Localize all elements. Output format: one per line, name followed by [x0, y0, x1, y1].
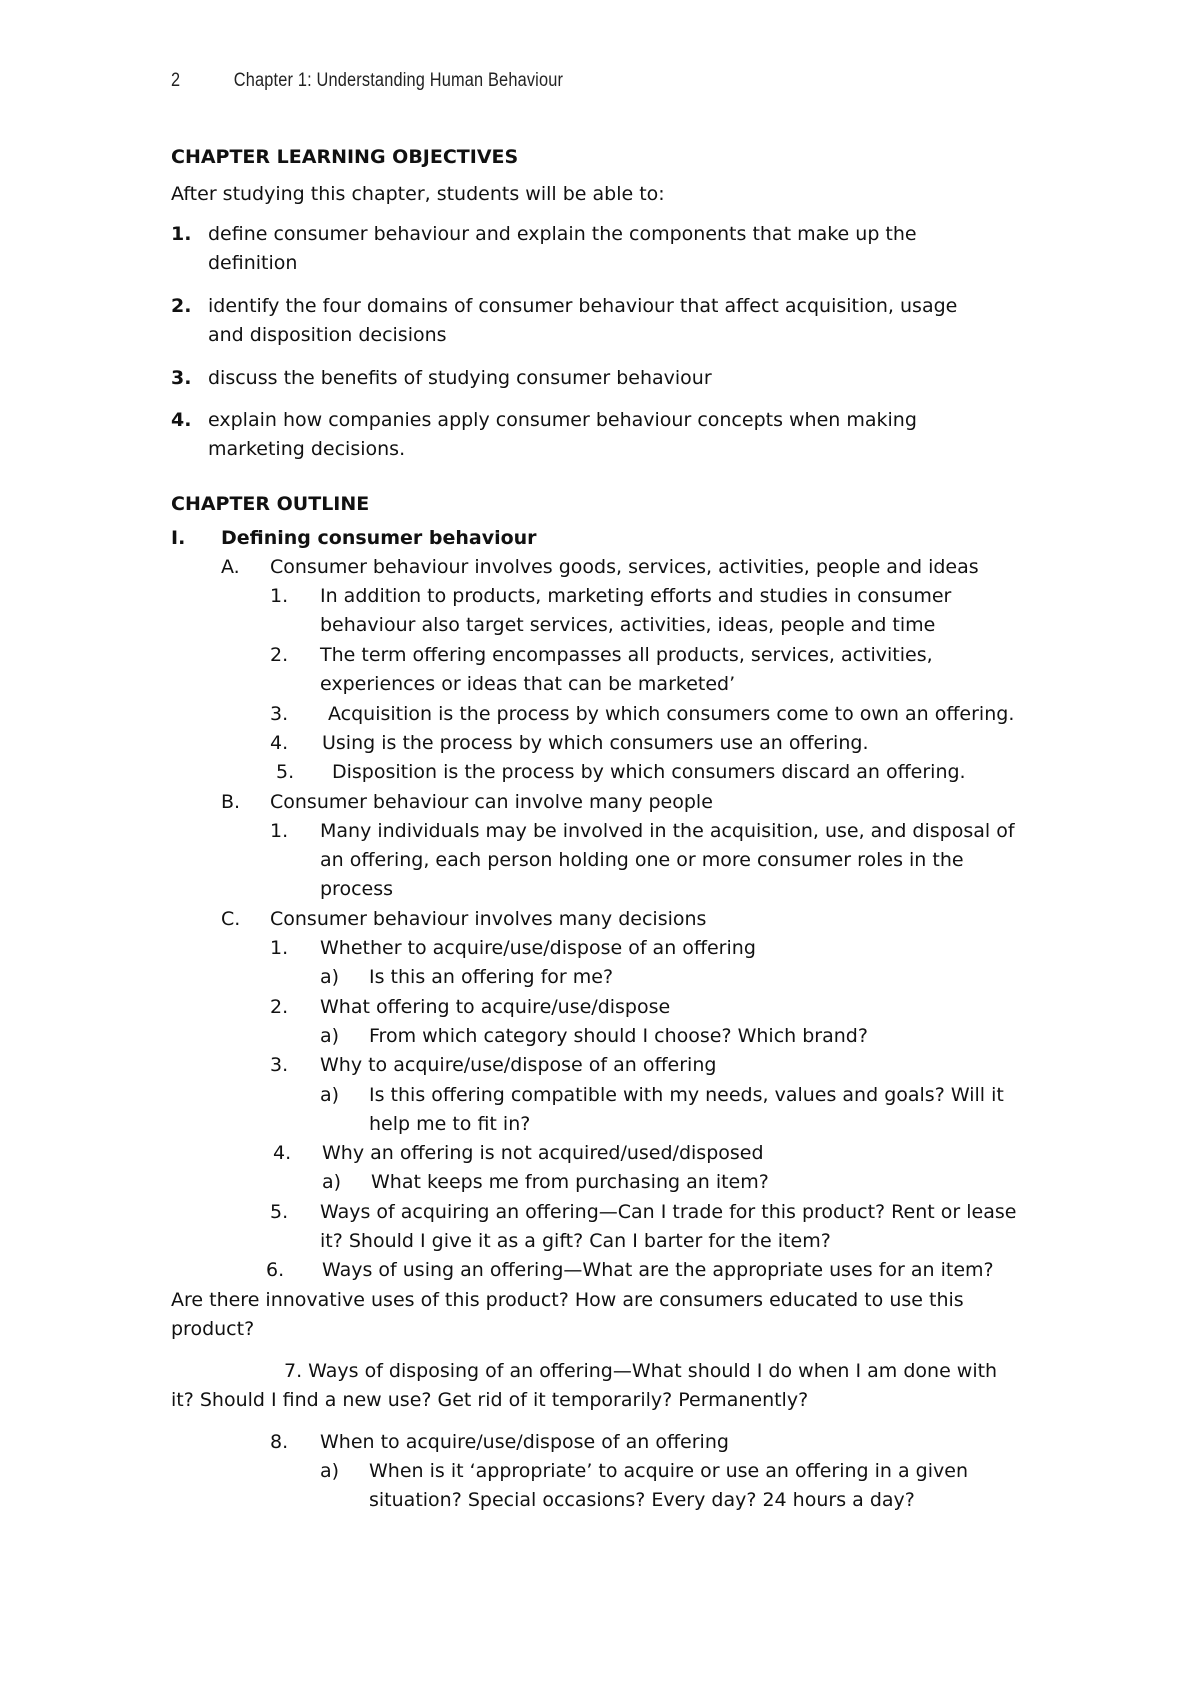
outline-item: Ways of using an offering—What are the appropriate uses for an item?	[322, 1259, 994, 1281]
outline-item-cont: Are there innovative uses of this product? How are consumers educated to use this	[171, 1289, 964, 1311]
objective-text-cont: marketing decisions.	[208, 438, 406, 460]
outline-label: a)	[320, 1025, 340, 1047]
objective-number: 3.	[171, 367, 192, 389]
outline-item: Whether to acquire/use/dispose of an offering	[320, 937, 756, 959]
outline-heading: CHAPTER OUTLINE	[171, 493, 370, 515]
outline-item: When is it ‘appropriate’ to acquire or use an offering in a given	[369, 1460, 968, 1482]
outline-item: Is this offering compatible with my needs, values and goals? Will it	[369, 1084, 1004, 1106]
outline-label: 1.	[270, 937, 289, 959]
outline-item: When to acquire/use/dispose of an offering	[320, 1431, 729, 1453]
objective-text: discuss the benefits of studying consumer behaviour	[208, 367, 712, 389]
outline-label: 3.	[270, 703, 289, 725]
outline-item: Is this an offering for me?	[369, 966, 614, 988]
outline-label: B.	[221, 791, 241, 813]
running-head	[171, 70, 563, 92]
objective-text: explain how companies apply consumer behaviour concepts when making	[208, 409, 917, 431]
outline-item: Using is the process by which consumers use an offering.	[322, 732, 869, 754]
outline-item: The term offering encompasses all products, services, activities,	[320, 644, 933, 666]
outline-item: What offering to acquire/use/dispose	[320, 996, 671, 1018]
outline-item: Consumer behaviour can involve many people	[270, 791, 713, 813]
outline-item: Consumer behaviour involves goods, services, activities, people and ideas	[270, 556, 979, 578]
outline-item: Why an offering is not acquired/used/disposed	[322, 1142, 764, 1164]
outline-item: Disposition is the process by which consumers discard an offering.	[332, 761, 966, 783]
outline-item-cont: it? Should I give it as a gift? Can I barter for the item?	[320, 1230, 831, 1252]
outline-item-cont: behaviour also target services, activities, ideas, people and time	[320, 614, 936, 636]
objective-number: 2.	[171, 295, 192, 317]
outline-item: Many individuals may be involved in the acquisition, use, and disposal of	[320, 820, 1015, 842]
outline-label: 1.	[270, 585, 289, 607]
page-number: 2	[171, 70, 181, 91]
outline-item: Consumer behaviour involves many decisions	[270, 908, 707, 930]
objective-text-cont: definition	[208, 252, 298, 274]
outline-label: 5.	[270, 1201, 289, 1223]
outline-item-cont: it? Should I find a new use? Get rid of it temporarily? Permanently?	[171, 1389, 809, 1411]
running-head-title: Chapter 1: Understanding Human Behaviour	[233, 70, 564, 91]
outline-item-cont: help me to fit in?	[369, 1113, 531, 1135]
outline-label: 5.	[276, 761, 295, 783]
outline-item: Ways of acquiring an offering—Can I trade for this product? Rent or lease	[320, 1201, 1017, 1223]
objective-number: 4.	[171, 409, 192, 431]
outline-item-cont: an offering, each person holding one or more consumer roles in the	[320, 849, 964, 871]
objective-number: 1.	[171, 223, 192, 245]
outline-label: 8.	[270, 1431, 289, 1453]
objectives-heading: CHAPTER LEARNING OBJECTIVES	[171, 146, 519, 168]
outline-label: C.	[221, 908, 241, 930]
outline-item: 7. Ways of disposing of an offering—What should I do when I am done with	[284, 1360, 998, 1382]
outline-item: Acquisition is the process by which consumers come to own an offering.	[328, 703, 1015, 725]
outline-label: 3.	[270, 1054, 289, 1076]
outline-label: a)	[320, 1460, 340, 1482]
outline-label: 4.	[273, 1142, 292, 1164]
outline-item-cont: process	[320, 878, 394, 900]
outline-item-cont: situation? Special occasions? Every day? 24 hours a day?	[369, 1489, 915, 1511]
outline-item-cont: product?	[171, 1318, 255, 1340]
outline-label: a)	[322, 1171, 342, 1193]
outline-label: 4.	[270, 732, 289, 754]
outline-label: a)	[320, 1084, 340, 1106]
outline-label: 2.	[270, 996, 289, 1018]
outline-item: What keeps me from purchasing an item?	[371, 1171, 769, 1193]
outline-item-cont: experiences or ideas that can be marketed’	[320, 673, 736, 695]
outline-label: 2.	[270, 644, 289, 666]
outline-item: In addition to products, marketing efforts and studies in consumer	[320, 585, 952, 607]
objective-text: define consumer behaviour and explain the components that make up the	[208, 223, 917, 245]
outline-label: 1.	[270, 820, 289, 842]
objective-text-cont: and disposition decisions	[208, 324, 447, 346]
outline-item: Why to acquire/use/dispose of an offering	[320, 1054, 717, 1076]
outline-label: A.	[221, 556, 240, 578]
outline-label: a)	[320, 966, 340, 988]
objective-text: identify the four domains of consumer behaviour that affect acquisition, usage	[208, 295, 958, 317]
outline-section-title: Defining consumer behaviour	[221, 527, 537, 549]
outline-label: I.	[171, 527, 186, 549]
outline-item: From which category should I choose? Which brand?	[369, 1025, 868, 1047]
objectives-intro: After studying this chapter, students will be able to:	[171, 183, 665, 205]
outline-label: 6.	[266, 1259, 285, 1281]
